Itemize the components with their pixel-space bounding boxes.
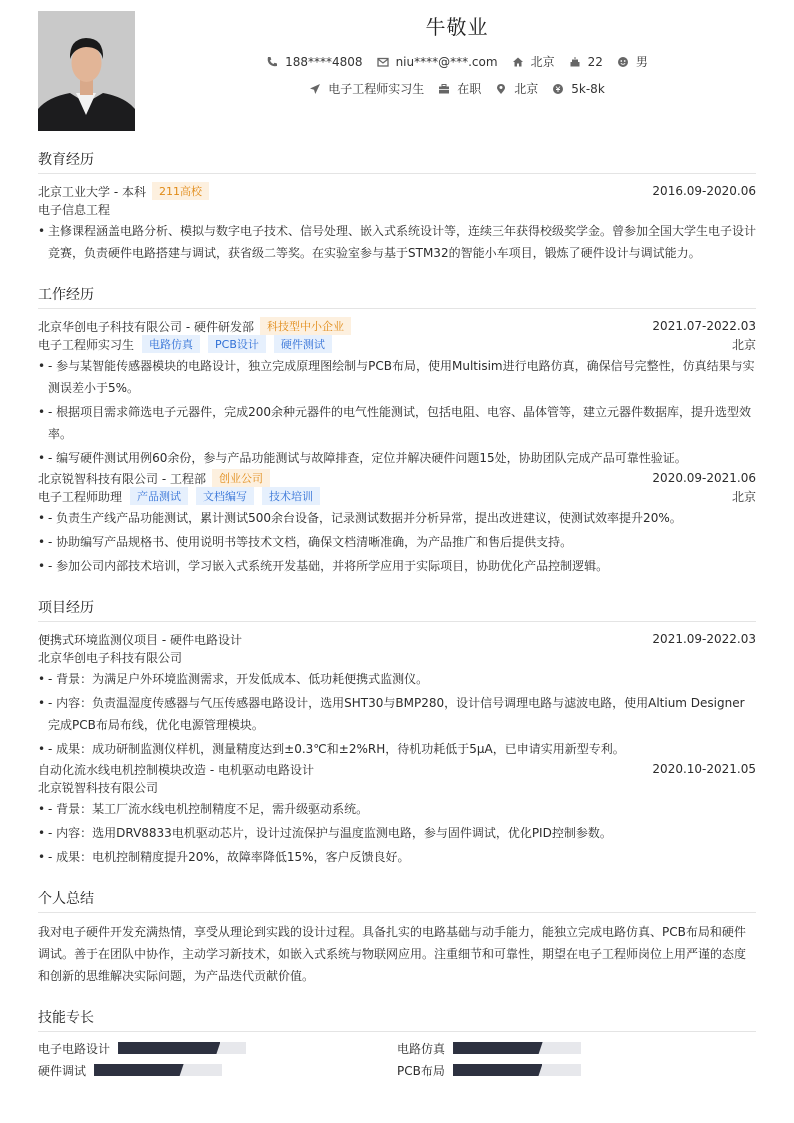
company-name: 北京华创电子科技有限公司 - 硬件研发部 [38, 319, 254, 334]
skills-list [38, 1040, 756, 1078]
project-name: 自动化流水线电机控制模块改造 - 电机驱动电路设计 [38, 762, 314, 777]
city-item [512, 53, 555, 70]
resume-page [38, 11, 756, 1078]
project-entry [38, 630, 756, 760]
job-city: 北京 [731, 489, 756, 504]
age-icon [569, 56, 581, 68]
project-company: 北京华创电子科技有限公司 [38, 650, 183, 665]
gender-item [617, 53, 648, 70]
skill-name: 硬件调试 [38, 1063, 87, 1078]
work-section [38, 284, 756, 577]
skill-bar-fill [94, 1064, 184, 1076]
job-intent-row [158, 80, 756, 97]
job-bullet: • - 参加公司内部技术培训，学习嵌入式系统开发基础，并将所学应用于实际项目，协助优化产品控制逻辑。 [38, 555, 756, 577]
job-target-item [309, 80, 424, 97]
job-entry [38, 317, 756, 469]
job-bullet: • - 协助编写产品规格书、使用说明书等技术文档，确保文档清晰准确，为产品推广和售后提供支持。 [38, 531, 756, 553]
skill-name: 电路仿真 [397, 1041, 446, 1056]
skill-tag: 电路仿真 [142, 335, 200, 353]
section-title: 工作经历 [38, 284, 756, 309]
major-row [38, 200, 756, 218]
project-name: 便携式环境监测仪项目 - 硬件电路设计 [38, 632, 242, 647]
project-bullet: • - 背景：为满足户外环境监测需求，开发低成本、低功耗便携式监测仪。 [38, 668, 756, 690]
send-icon [309, 83, 321, 95]
salary-text: 5k-8k [571, 81, 605, 96]
project-date: 2020.10-2021.05 [652, 762, 756, 776]
skill-bar-fill [118, 1042, 220, 1054]
project-company-row [38, 648, 756, 666]
education-header [38, 182, 756, 200]
phone-text: 188****4808 [285, 54, 363, 69]
skill-item [38, 1040, 397, 1056]
project-bullet: • - 成果：电机控制精度提升20%，故障率降低15%，客户反馈良好。 [38, 846, 756, 868]
home-icon [512, 56, 524, 68]
section-title: 教育经历 [38, 149, 756, 174]
contact-row [158, 53, 756, 70]
skill-name: 电子电路设计 [38, 1041, 111, 1056]
project-header [38, 630, 756, 648]
skill-item [397, 1040, 756, 1056]
job-position: 电子工程师助理 [38, 489, 123, 504]
project-company-row [38, 778, 756, 796]
skill-item [38, 1062, 397, 1078]
project-bullet: • - 背景：某工厂流水线电机控制精度不足，需升级驱动系统。 [38, 798, 756, 820]
resume-header [38, 11, 756, 131]
company-tag: 创业公司 [212, 469, 270, 487]
briefcase-icon [438, 83, 450, 95]
job-position-row [38, 487, 756, 505]
education-section [38, 149, 756, 264]
project-company: 北京锐智科技有限公司 [38, 780, 159, 795]
skill-item [397, 1062, 756, 1078]
project-bullet: • - 内容：选用DRV8833电机驱动芯片，设计过流保护与温度监测电路，参与固件调试，优化PID控制参数。 [38, 822, 756, 844]
gender-icon [617, 56, 629, 68]
email-item [377, 53, 498, 70]
job-bullet: • - 负责生产线产品功能测试，累计测试500余台设备，记录测试数据并分析异常，提出改进建议，使测试效率提升20%。 [38, 507, 756, 529]
gender-text: 男 [635, 55, 648, 69]
company-tag: 科技型中小企业 [260, 317, 351, 335]
skill-tag: 产品测试 [130, 487, 188, 505]
company-name: 北京锐智科技有限公司 - 工程部 [38, 471, 206, 486]
major-name: 电子信息工程 [38, 202, 111, 217]
candidate-name: 牛敬业 [425, 15, 489, 39]
skill-tag: 硬件测试 [274, 335, 332, 353]
job-date: 2020.09-2021.06 [652, 471, 756, 485]
skill-bar-fill [453, 1064, 543, 1076]
summary-section [38, 888, 756, 987]
profile-photo [38, 11, 135, 131]
skill-bar [453, 1042, 581, 1054]
job-position-row [38, 335, 756, 353]
job-date: 2021.07-2022.03 [652, 319, 756, 333]
portrait-image [38, 11, 135, 131]
email-icon [377, 56, 389, 68]
school-tag: 211高校 [152, 182, 209, 200]
skill-tag: 技术培训 [262, 487, 320, 505]
job-bullet: • - 参与某智能传感器模块的电路设计，独立完成原理图绘制与PCB布局，使用Multisim进行电路仿真，确保信号完整性，仿真结果与实测误差小于5%。 [38, 355, 756, 399]
skill-tag: PCB设计 [208, 335, 266, 353]
salary-item [552, 80, 605, 97]
city-text: 北京 [530, 55, 555, 69]
age-item [569, 53, 603, 70]
skill-name: PCB布局 [397, 1063, 445, 1078]
school-name: 北京工业大学 - 本科 [38, 184, 146, 199]
job-position: 电子工程师实习生 [38, 337, 135, 352]
location-icon [495, 83, 507, 95]
project-entry [38, 760, 756, 868]
education-bullet: • 主修课程涵盖电路分析、模拟与数字电子技术、信号处理、嵌入式系统设计等，连续三年获得校级奖学金。曾参加全国大学生电子设计竞赛，负责硬件电路搭建与调试，获省级二等奖。在实验室参与基于STM32的智能小车项目，锻炼了硬件设计与调试能力。 [38, 220, 756, 264]
section-title: 技能专长 [38, 1007, 756, 1032]
project-bullet: • - 内容：负责温湿度传感器与气压传感器电路设计，选用SHT30与BMP280，设计信号调理电路与滤波电路，使用Altium Designer完成PCB布局布线，优化电源管理模块。 [38, 692, 756, 736]
project-bullet: • - 成果：成功研制监测仪样机，测量精度达到±0.3℃和±2%RH，待机功耗低于5μA，已申请实用新型专利。 [38, 738, 756, 760]
project-date: 2021.09-2022.03 [652, 632, 756, 646]
job-bullet: • - 编写硬件测试用例60余份，参与产品功能测试与故障排查，定位并解决硬件问题15处，协助团队完成产品可靠性验证。 [38, 447, 756, 469]
job-header [38, 469, 756, 487]
skill-bar [118, 1042, 246, 1054]
skill-bar [453, 1064, 581, 1076]
skills-section [38, 1007, 756, 1078]
target-city-item [495, 80, 538, 97]
status-item [438, 80, 481, 97]
projects-section [38, 597, 756, 868]
job-entry [38, 469, 756, 577]
target-city-text: 北京 [514, 82, 539, 96]
summary-text: 我对电子硬件开发充满热情，享受从理论到实践的设计过程。具备扎实的电路基础与动手能力，能独立完成电路仿真、PCB布局和硬件调试。善于在团队中协作，主动学习新技术，如嵌入式系统与物联网应用。注重细节和可靠性，期望在电子工程师岗位上用严谨的态度和创新的思维解决实际问题，为产品迭代贡献价值。 [38, 925, 747, 983]
status-text: 在职 [457, 82, 482, 96]
education-date: 2016.09-2020.06 [652, 184, 756, 198]
job-city: 北京 [731, 337, 756, 352]
age-text: 22 [587, 54, 603, 69]
project-header [38, 760, 756, 778]
email-text: niu****@***.com [395, 54, 498, 69]
phone-icon [266, 56, 278, 68]
skill-bar-fill [453, 1042, 543, 1054]
job-header [38, 317, 756, 335]
skill-tag: 文档编写 [196, 487, 254, 505]
job-bullet: • - 根据项目需求筛选电子元器件，完成200余种元器件的电气性能测试，包括电阻、电容、晶体管等，建立元器件数据库，提升选型效率。 [38, 401, 756, 445]
job-target-text: 电子工程师实习生 [328, 82, 425, 96]
section-title: 项目经历 [38, 597, 756, 622]
salary-icon [552, 83, 564, 95]
skill-bar [94, 1064, 222, 1076]
section-title: 个人总结 [38, 888, 756, 913]
phone-item [266, 53, 362, 70]
